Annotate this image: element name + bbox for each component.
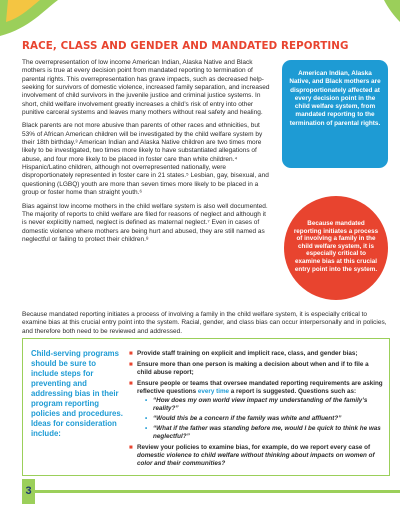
square-bullet-icon: ■	[129, 361, 133, 368]
leaf-corner-icon	[378, 0, 400, 24]
sub-list-item: • “How does my own world view impact my understanding of the family’s reality?”	[145, 397, 368, 412]
page-number: 3	[22, 479, 35, 504]
leaf-decoration-icon	[0, 0, 58, 40]
paragraph-overrepresentation: The overrepresentation of low income American Indian, Alaska Native and Black mothers is true at every decision point from mandated reporting to termination of parental rights. This overrepresentation has grave impacts, such as decreased help-seeking for survivors of domestic violence, increased family separation, and increased involvement of child survivors in the juvenile justice and criminal justice systems. In short, child welfare involvement greatly increases a child’s risk of entry into other punitive carceral systems and leaves many mothers without real safety and healing.	[22, 59, 270, 117]
paragraph-bias: Bias against low income mothers in the child welfare system is also well documented. The majority of reports to child welfare are filed for reasons of neglect and although it is never explicitly named, neglect is defined as maternal neglect.⁷ Even in cases of domestic violence where mothers are being hurt and abused, they are still named as neglectful or failing to protect their children.⁸	[22, 202, 268, 243]
circle-bullet-icon: •	[145, 397, 148, 404]
pull-quote-blue: American Indian, Alaska Native, and Black mothers are disproportionately affected at every decision point in the child welfare system, from mandated reporting to the termination of parental rights.	[282, 60, 388, 168]
main-column	[22, 59, 272, 249]
box-heading: Child-serving programs should be sure to include steps for preventing and addressing bias in their program reporting policies and procedures. Ideas for consideration include:	[31, 349, 123, 439]
list-item: ■ Ensure more than one person is making a decision about when and if to file a child abuse report;	[129, 361, 369, 376]
considerations-box	[22, 338, 390, 476]
list-item: ■ Ensure people or teams that oversee mandated reporting requirements are asking reflective questions every time a report is suggested. Questions such as: • “How does my own world view impact my understanding of the family’s reality?” • “Would this be a concern if the family was white and affluent?” • “What if the father was standing before me, would I be quick to think he was neglectful?”	[129, 380, 383, 440]
circle-bullet-icon: •	[145, 425, 148, 432]
square-bullet-icon: ■	[129, 444, 133, 451]
paragraph-mandated-reporting: Because mandated reporting initiates a process of involving a family in the child welfare system, it is especially critical to examine bias at this crucial entry point into the system. Racial, gender, and class bias can occur interpersonally and in policies, and therefore both need to be reviewed and addressed.	[22, 311, 387, 335]
circle-bullet-icon: •	[145, 415, 148, 422]
sub-list-item: • “Would this be a concern if the family was white and affluent?”	[145, 415, 342, 422]
paragraph-statistics: Black parents are not more abusive than parents of other races and ethnicities, but 53% of African American children will be investigated by the child welfare system by their 18th birthday.³ American Indian and Alaska Native children are two times more likely to be investigated, two times more likely to have substantiated allegations of abuse, and four more likely to be placed in foster care than white children.⁴ Hispanic/Latino children, although not overrepresented nationally, were disproportionately represented in foster care in 21 states.⁵ Lesbian, gay, bisexual, and questioning (LGBQ) youth are more than seven times more likely to be placed in a group or foster home than straight youth.⁶	[22, 122, 269, 197]
pull-quote-red-circle: Because mandated reporting initiates a process of involving a family in the child welfare system, it is especially critical to examine bias at this crucial entry point into the system.	[284, 196, 388, 300]
square-bullet-icon: ■	[129, 350, 133, 357]
footer-divider	[22, 490, 400, 493]
page-title: RACE, CLASS AND GENDER AND MANDATED REPORTING	[22, 40, 349, 52]
list-item: ■ Provide staff training on explicit and implicit race, class, and gender bias;	[129, 350, 358, 357]
list-item: ■ Review your policies to examine bias, for example, do we report every case of domestic violence to child welfare without thinking about impacts on women of color and their communities?	[129, 444, 375, 467]
sub-list-item: • “What if the father was standing before me, would I be quick to think he was neglectful?”	[145, 425, 381, 440]
considerations-list	[129, 350, 383, 471]
square-bullet-icon: ■	[129, 380, 133, 387]
